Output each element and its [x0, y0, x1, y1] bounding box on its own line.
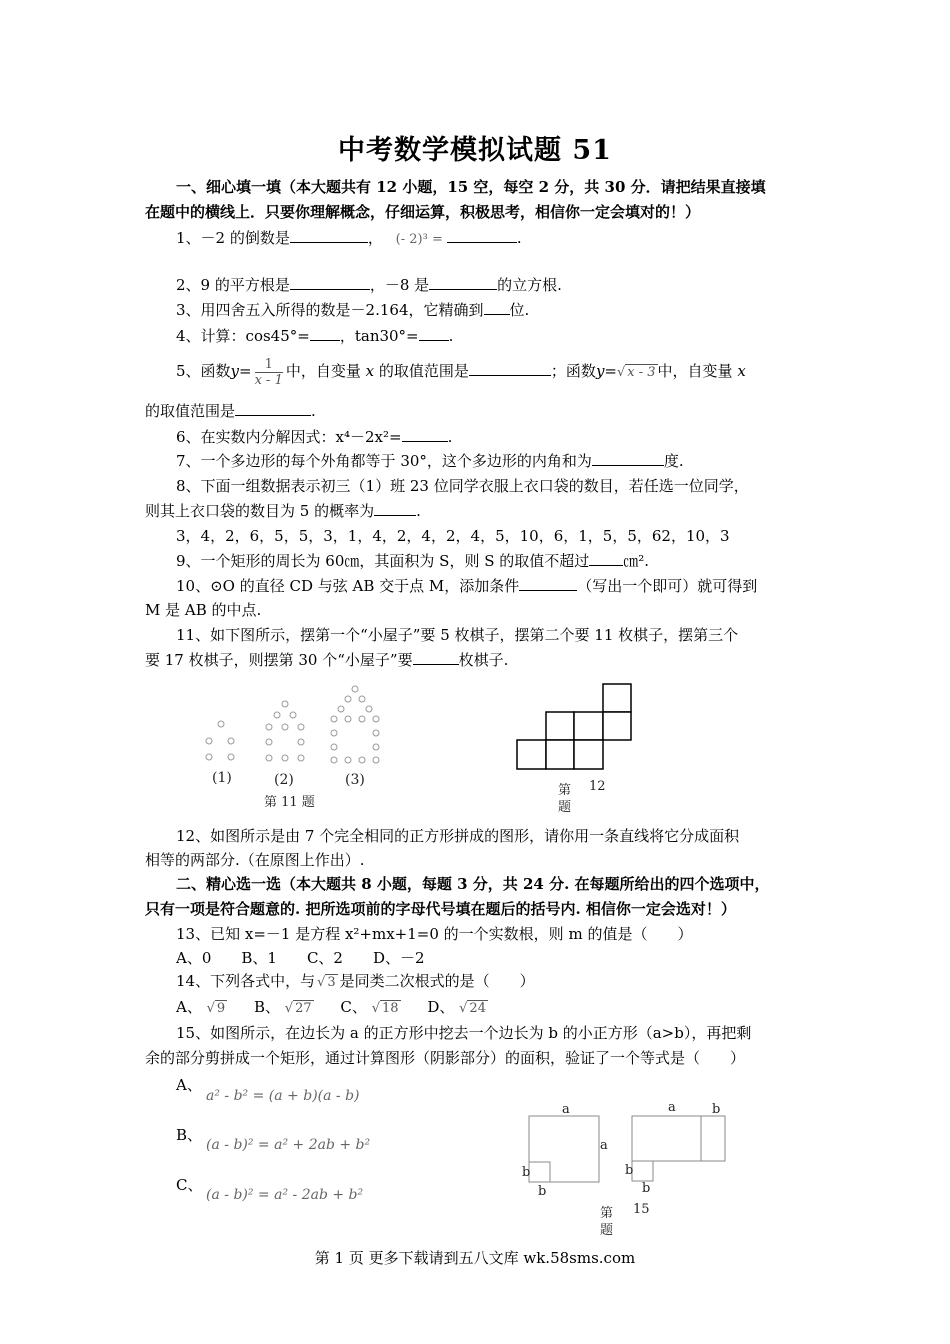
figure-15-caption: 第 [600, 1206, 614, 1221]
option-c-letter: C、 [176, 1176, 203, 1194]
answer-blank [592, 451, 664, 466]
figure-11-label-1: (1) [212, 770, 232, 786]
answer-blank [413, 650, 459, 665]
math-expression: (- 2)³ = [395, 232, 443, 247]
square [546, 712, 574, 740]
section2-heading-cont: 只有一项是符合题意的. 把所选项前的字母代号填在题后的括号内. 相信你一定会选对！） [145, 900, 736, 918]
question-14: 14、下列各式中，与 √ 3 是同类二次根式的是（ ） [176, 971, 535, 993]
answer-blank [589, 551, 623, 566]
question-5: 5、函数y= $\frac{1}{x - 1}$ 中，自变量 x 的取值范围是 ；函数y=√ x - 3 中，自变量 x [176, 354, 746, 390]
rectangle [632, 1116, 725, 1161]
question-11: 11、如下图所示，摆第一个“小屋子”要 5 枚棋子，摆第二个要 11 枚棋子，摆第三个 [176, 626, 739, 644]
question-4: 4、计算：cos45°= ，tan30°= . [176, 327, 454, 345]
figure-12-caption: 第 [558, 783, 572, 798]
section2-heading: 二、精心选一选（本大题共 8 小题，每题 3 分，共 24 分. 在每题所给出的四个选项中， [176, 875, 770, 893]
figure-15-label-b-side: b [522, 1165, 531, 1180]
square-root: √ 9 [206, 1001, 226, 1016]
figure-15-squares [515, 1095, 745, 1205]
question-9: 9、一个矩形的周长为 60㎝，其面积为 S，则 S 的取值不超过 ㎝². [176, 552, 650, 570]
square [603, 712, 631, 740]
answer-blank [419, 326, 449, 341]
square [603, 684, 631, 712]
option-a-letter: A、 [176, 1076, 202, 1094]
question-13-options: A、0 B、1 C、2 D、－2 [176, 949, 425, 967]
house-2 [266, 701, 304, 761]
figure-12-caption-num: 12 [589, 779, 606, 794]
figure-15-label-a-right: a [668, 1100, 676, 1115]
question-5-cont: 的取值范围是 . [145, 402, 316, 420]
question-15-cont: 余的部分剪拼成一个矩形，通过计算图形（阴影部分）的面积，验证了一个等式是（ ） [145, 1049, 746, 1067]
small-square [529, 1162, 550, 1182]
question-8-cont: 则其上衣口袋的数目为 5 的概率为 . [145, 502, 421, 520]
question-1: 1、－2 的倒数是 ， (- 2)³ = . [176, 229, 522, 247]
figure-12-caption-end: 题 [558, 800, 572, 815]
option-c-expression: (a - b)² = a² - 2ab + b² [206, 1187, 364, 1203]
square [517, 740, 546, 769]
figure-15-label-b-right-bottom: b [642, 1181, 651, 1196]
figure-15-label-b-right: b [712, 1102, 721, 1117]
question-2: 2、9 的平方根是 ，－8 是 的立方根. [176, 276, 562, 294]
question-13: 13、已知 x=－1 是方程 x²+mx+1=0 的一个实数根，则 m 的值是（ ） [176, 925, 693, 943]
cut-square [632, 1161, 653, 1181]
question-12-cont: 相等的两部分.（在原图上作出）. [145, 851, 365, 869]
question-8-data: 3，4，2，6，5，5，3，1，4，2，4，2，4，5，10，6，1，5，5，62，10，3 [176, 527, 730, 545]
question-10: 10、⊙O 的直径 CD 与弦 AB 交于点 M，添加条件 （写出一个即可）就可得到 [176, 577, 758, 595]
question-3: 3、用四舍五入所得的数是－2.164，它精确到 位. [176, 301, 530, 319]
answer-blank [519, 576, 577, 591]
answer-blank [469, 361, 551, 376]
square [574, 712, 603, 740]
figure-15-caption-end: 题 [600, 1223, 614, 1238]
figure-15-label-a: a [562, 1102, 570, 1117]
figure-15-caption-num: 15 [633, 1202, 650, 1217]
section1-heading: 一、细心填一填（本大题共有 12 小题，15 空，每空 2 分，共 30 分．请把结果直接填 [176, 178, 766, 196]
question-6: 6、在实数内分解因式：x⁴－2x²= . [176, 428, 453, 446]
answer-blank [402, 427, 448, 442]
answer-blank [374, 501, 416, 516]
figure-15-label-b-bottom: b [538, 1184, 547, 1199]
figure-11-caption: 第 11 题 [264, 795, 315, 810]
square-root: √ 3 [317, 975, 336, 990]
house-3 [331, 686, 379, 763]
question-14-options: A、 √ 9 B、 √ 27 C、 √ 18 D、 √ 24 [176, 997, 488, 1019]
figure-12-squares [515, 683, 635, 773]
question-12: 12、如图所示是由 7 个完全相同的正方形拼成的图形，请你用一条直线将它分成面积 [176, 827, 740, 845]
question-8: 8、下面一组数据表示初三（1）班 23 位同学衣服上衣口袋的数目，若任选一位同学， [176, 477, 749, 495]
question-11-cont: 要 17 枚棋子，则摆第 30 个“小屋子”要 枚棋子. [145, 651, 509, 669]
answer-blank [484, 300, 510, 315]
answer-blank [235, 401, 311, 416]
question-15: 15、如图所示，在边长为 a 的正方形中挖去一个边长为 b 的小正方形（a>b），再把剩 [176, 1024, 752, 1042]
answer-blank [290, 275, 370, 290]
figure-11-label-2: (2) [274, 772, 294, 788]
square [546, 740, 574, 769]
option-b-expression: (a - b)² = a² + 2ab + b² [206, 1137, 371, 1153]
option-a-expression: a² - b² = (a + b)(a - b) [206, 1088, 360, 1104]
answer-blank [290, 228, 368, 243]
option-b-letter: B、 [176, 1126, 203, 1144]
square-root: √ 27 [284, 1001, 312, 1016]
page-title: 中考数学模拟试题 51 [338, 135, 612, 166]
answer-blank [447, 228, 517, 243]
square-root: √ x - 3 [616, 365, 656, 380]
figure-15-label-a-side: a [600, 1138, 608, 1153]
answer-blank [429, 275, 497, 290]
question-10-cont: M 是 AB 的中点. [145, 601, 262, 619]
answer-blank [310, 326, 340, 341]
question-7: 7、一个多边形的每个外角都等于 30°，这个多边形的内角和为 度. [176, 452, 684, 470]
page-footer: 第 1 页 更多下载请到五八文库 wk.58sms.com [314, 1249, 636, 1267]
fraction: $\frac{1}{x - 1}$ [254, 356, 283, 388]
house-1 [206, 721, 234, 760]
figure-11-label-3: (3) [345, 772, 365, 788]
square [574, 740, 603, 769]
figure-11-houses [195, 680, 385, 780]
section1-heading-cont: 在题中的横线上．只要你理解概念，仔细运算，积极思考，相信你一定会填对的！） [145, 203, 701, 221]
square-root: √ 24 [459, 1001, 486, 1016]
figure-15-label-b-right-side: b [625, 1163, 634, 1178]
square-root: √ 18 [371, 1001, 399, 1016]
big-square [529, 1116, 599, 1182]
